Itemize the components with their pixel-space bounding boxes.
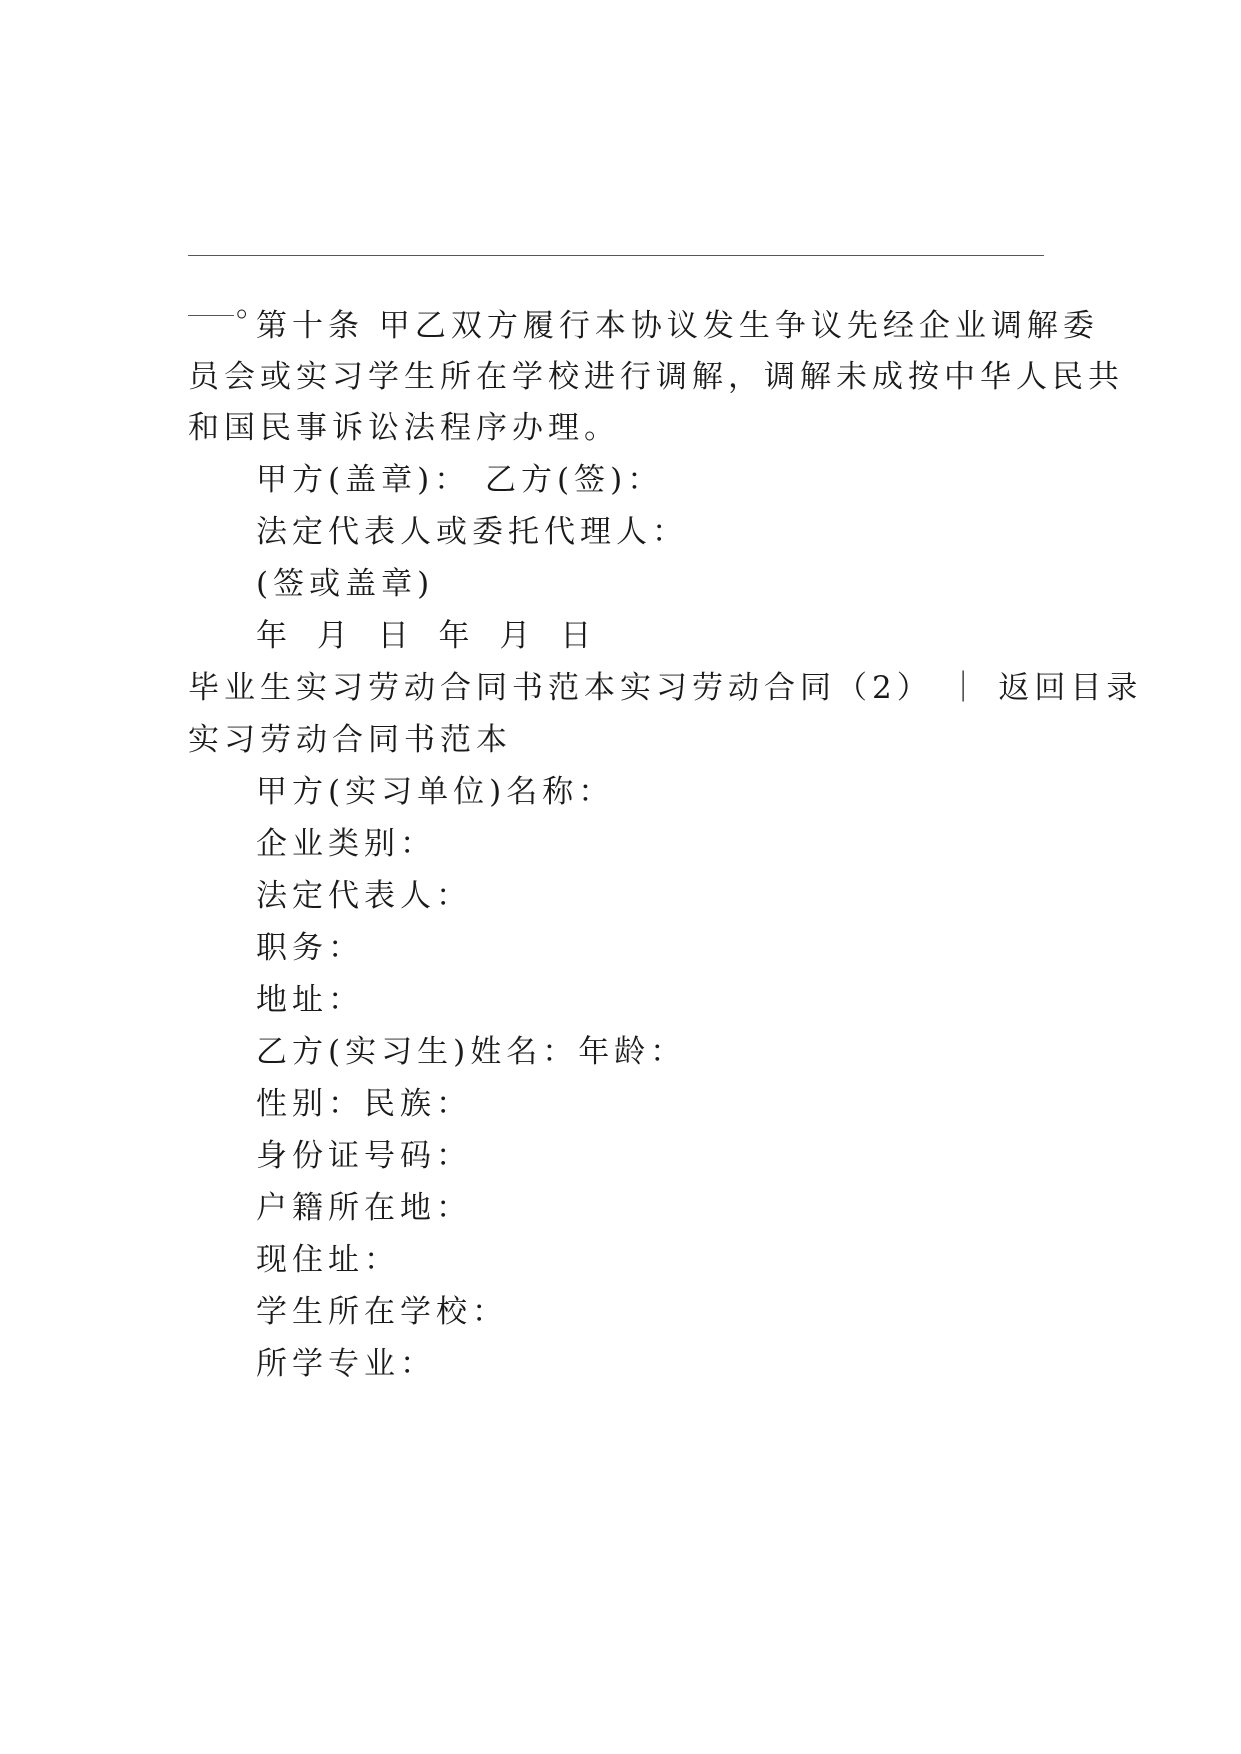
field-current-address: 现住址： <box>256 1242 400 1278</box>
field-id-number: 身份证号码： <box>256 1138 472 1174</box>
field-major: 所学专业： <box>256 1346 436 1382</box>
field-household-registration: 户籍所在地： <box>256 1190 472 1226</box>
field-intern-name-age: 乙方(实习生)姓名：年龄： <box>256 1034 687 1070</box>
article-10-line-3: 和国民事诉讼法程序办理。 <box>188 410 620 446</box>
field-company-type: 企业类别： <box>256 826 436 862</box>
legal-representative-line: 法定代表人或委托代理人： <box>256 514 688 550</box>
field-school: 学生所在学校： <box>256 1294 508 1330</box>
blank-fill-line <box>188 255 1044 256</box>
field-position: 职务： <box>256 930 364 966</box>
signature-parties: 甲方(盖章)： 乙方(签)： <box>256 462 664 498</box>
article-10-line-2: 员会或实习学生所在学校进行调解，调解未成按中华人民共 <box>188 359 1124 395</box>
field-legal-representative: 法定代表人： <box>256 878 472 914</box>
next-contract-subtitle: 实习劳动合同书范本 <box>188 722 512 758</box>
field-employer-name: 甲方(实习单位)名称： <box>256 774 615 810</box>
blank-fill-line-short <box>188 315 234 316</box>
article-10-line-1: 第十条 甲乙双方履行本协议发生争议先经企业调解委 <box>256 308 1099 344</box>
end-period: 。 <box>236 288 267 324</box>
next-contract-title: 毕业生实习劳动合同书范本实习劳动合同（2） ｜ 返回目录 <box>188 670 1143 706</box>
field-gender-ethnicity: 性别：民族： <box>256 1086 472 1122</box>
date-line: 年 月 日 年 月 日 <box>256 618 597 654</box>
sign-or-seal-line: (签或盖章) <box>256 566 435 602</box>
field-address: 地址： <box>256 982 364 1018</box>
